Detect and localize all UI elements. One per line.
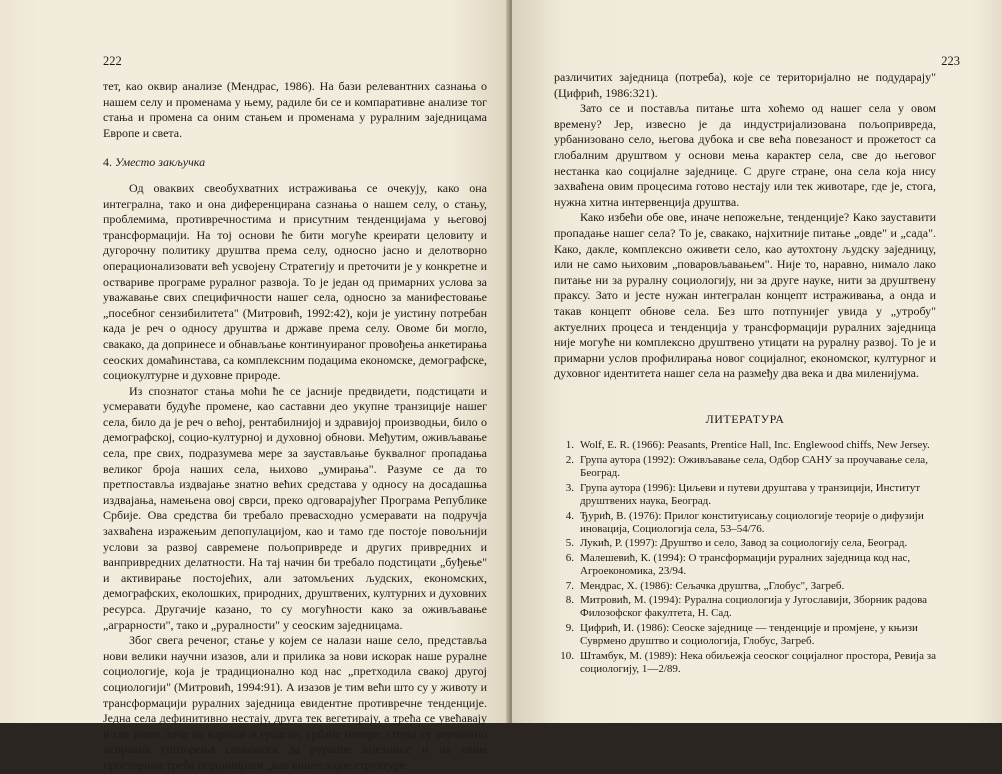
right-page-text [554, 70, 936, 677]
left-body-1: Од оваквих свеобухватних истраживања се очекују, како она интегрална, тако и она диференцирана сазнања о нашем селу, о стању, проблемима, противречностима и присутним тенденцијама у његовој трансформацији. На тој основи ће бити могуће креирати целовиту и дугорочну политику друштва према селу, односно јасно и делотворно операционализовати већ усвојену Стратегију и преточити је у конкретне и оствариве програме руралног развоја. То је један од примарних услова за уважавање свих специфичности нашег села, односно за манифестовање „посебног сензибилитета" (Митровић, 1992:42), који је уистину потребан када је реч о односу друштва и државе према селу. Овоме би могло, свакако, да допринесе и обнављање континуираног провођења анкетирања сеоских домаћинстава, са комплексним подацима економске, демографске, социокултурне и духовне природе. [103, 180, 487, 383]
right-paragraph-1: различитих заједница (потреба), које се територијално не подударају" (Цифрић, 1986:321). [554, 70, 936, 100]
section-heading [103, 155, 487, 171]
right-page [512, 0, 1002, 723]
left-paragraph-1: тет, као оквир анализе (Мендрас, 1986). На бази релевантних сазнања о нашем селу и променама у њему, радиле би се и компаративне анализе тог стања и промена са оним стањем и променама у руралним заједницама Европе и света. [103, 79, 487, 140]
section-title: Уместо закључка [115, 155, 206, 170]
reference-item: 3. Група аутора (1996): Циљеви и путеви друштава у транзицији, Институт друштвених наука, Београд. [565, 481, 921, 508]
right-page-number: 223 [941, 54, 960, 68]
right-paragraph-3: Како избећи обе ове, иначе непожељне, тенденције? Како зауставити пропадање нашег села? То је, свакако, најхитније питање „овде" и „сада". Како, дакле, комплексно оживети село, као аутохтону људску заједницу, или не само њиховим „поваровљавањем". Није то, наравно, нимало лако питање ни за руралну социологију, ни за друге науке, нити за друштвену праксу. Зато и јесте нужан интегралан концепт истраживања, а онда и такав концепт обнове села. Без што потпунијег увида у „утробу" актуелних процеса и тенденција у трансформацији руралних заједница није могуће ни комплексно друштвено утицати на руралну развој. То је и примарни услов профилирања новог социјалног, економског, културног и духовног идентитета нашег села на размеђу два века и два миленијума. [554, 210, 936, 381]
reference-item: 9. Цифрић, И. (1986): Сеоске заједнице — тенденције и промјене, у књизи Суврмено друштво и социологија, Глобус, Загреб. [565, 621, 918, 648]
left-body-3: Због свега реченог, стање у којем се налази наше село, представља нови велики научни изазов, али и прилика за нови искорак наше руралне социологије, која је традиционално код нас „претходила свакој другој социологији" (Митровић, 1994:91). А изазов је тим већи што су у животу и трансформацији руралних заједница евидентне противречне тенденције. Једна села дефинитивно нестају, друга тек вегетирају, а трећа се увећавају и све више личе на вароши и градске, урбане центре. Отуда су вероватно исправна упозорења социолога да руралне заједнице и на овим просторима треба перципирати „као вишеслојне структуре [103, 633, 487, 772]
left-page-number: 222 [103, 54, 122, 68]
reference-item: 4. Ђурић, В. (1976): Прилог конституисању социологије теорије о дифузији иновација, Социологија села, 53–54/76. [565, 509, 924, 535]
right-paragraph-2: Зато се и поставља питање шта хоћемо од нашег села у овом времену? Јер, извесно је да индустријализована пољопривреда, урбанизовано село, његова дубока и све већа повезаност и прожетост са глобалним друштвом у основи мења карактер села, све до његовог нестанка као социјалне заједнице. С друге стране, она села која нису захваћена овим процесима готово нестају или тек животаре, где је, стога, нужна хитна интервенција друштва. [554, 101, 936, 209]
section-number: 4. [103, 155, 112, 170]
reference-item: 5. Лукић, Р. (1997): Друштво и село, Завод за социологију села, Београд. [565, 537, 908, 550]
reference-item: 6. Малешевић, К. (1994): О трансформацији руралних заједница код нас, Агроекономика, 23/94. [565, 551, 911, 578]
left-body-2: Из спознатог стања моћи ће се јасније предвидети, подстицати и усмеравати будуће промене, као саставни део укупне транзиције нашег села, било да је реч о већој, рентабилнијој и здравијој производњи, било о демографској, социо-културној и духовној обнови. Међутим, оживљавање села, пре свих, подразумева мере за заустављање буквалног пропадања великог броја наших села, њихово „умирања". Разуме се да то претпоставља издвајање знатно већих средстава у односу на досадашња издвајања, намењена овој сврси, преко одговарајућег Програма Републике Србије. Ова средства би требало превасходно усмеравати на подручја захваћена изражењим депопулацијом, као и тамо где постоје повољнији услови за развој савремене пољопривреде и других привредних и ванпривредних делатности. На тај начин би требало подстицати „буђење" и активирање постојећих, али затомљених људских, економских, демографских, еколошких, природних, друштвених, културних и духовних ресурса. Другачије казано, то су могућности како за оживљавање „аграрности", тако и „руралности" у сеоским заједницама. [103, 383, 487, 632]
left-page-text [103, 79, 487, 774]
reference-item: 8. Митровић, М. (1994): Рурална социологија у Југославији, Зборник радова Филозофског факултета, Н. Сад. [565, 593, 927, 620]
reference-item: 10. Штамбук, М. (1989): Нека обиљежја сеоског социјалног простора, Ревија за социологију, 1—2/89. [560, 649, 936, 675]
literature-heading: ЛИТЕРАТУРА [705, 411, 785, 426]
reference-item: 1. Wolf, E. R. (1966): Peasants, Prentice Hall, Inc. Englewood chiffs, New Jersey. [565, 439, 930, 452]
reference-item: 7. Мендрас, Х. (1986): Сељачка друштва, „Глобус", Загреб. [565, 579, 845, 592]
reference-item: 2. Група аутора (1992): Оживљавање села, Одбор САНУ за проучавање села, Београд. [565, 453, 928, 480]
reference-list [554, 439, 936, 676]
